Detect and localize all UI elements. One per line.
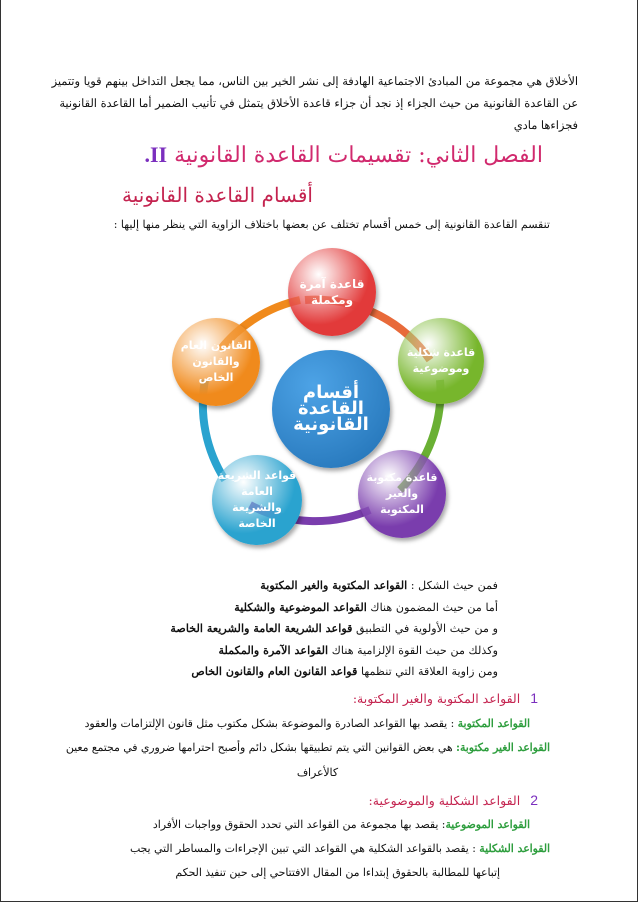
- node-general-special-law: قواعد الشريعة العامة والشريعة الخاصة: [212, 455, 302, 545]
- section2-def-1: القواعد الموضوعية: يقصد بها مجموعة من القواعد التي تحدد الحقوق وواجبات الأفراد: [152, 818, 530, 831]
- section1-def-1: القواعد المكتوبة : يقصد بها القواعد الصادرة والموضوعة بشكل مكتوب مثل قانون الإلتزامات والعقود: [84, 717, 530, 730]
- diagram-center: أقسام القاعدة القانونية: [272, 350, 390, 468]
- section2-heading: [369, 792, 538, 808]
- classification-lines: [28, 575, 498, 683]
- node-public-private-law: القانون العام والقانون الخاص: [172, 318, 260, 406]
- section1-title: القواعد المكتوبة والغير المكتوبة:: [352, 691, 521, 706]
- paragraph-line: الأخلاق هي مجموعة من المبادئ الاجتماعية الهادفة إلى نشر الخير بين الناس، مما يجعل التداخل بينهم قويا وتتميز: [51, 74, 578, 88]
- list-item: وكذلك من حيث القوة الإلزامية هناك القواعد الآمرة والمكملة: [218, 642, 498, 657]
- section-subtitle: أقسام القاعدة القانونية: [121, 183, 313, 207]
- list-item: و من حيث الأولوية في التطبيق قواعد الشريعة العامة والشريعة الخاصة: [170, 621, 498, 635]
- node-formal-substantive: قاعدة شكلية وموضوعية: [398, 318, 484, 404]
- paragraph-line: فجزاءها مادي: [513, 118, 578, 132]
- list-item: ومن زاوية العلاقة التي تنظمها قواعد القانون العام والقانون الخاص: [191, 664, 498, 678]
- node-mandatory-supplementary: قاعدة آمرة ومكملة: [288, 248, 376, 336]
- node-written-unwritten: قاعدة مكتوبة والغير المكتوبة: [358, 450, 446, 538]
- section2-tail: إتباعها للمطالبة بالحقوق إبتداءا من المقال الافتتاحي إلى حين تنفيذ الحكم: [175, 866, 500, 879]
- intro-line: تنقسم القاعدة القانونية إلى خمس أقسام تختلف عن بعضها باختلاف الزاوية التي ينظر منها إليها :: [113, 218, 550, 231]
- section1-number: 1: [530, 690, 538, 706]
- list-item: أما من حيث المضمون هناك القواعد الموضوعية والشكلية: [234, 599, 498, 614]
- list-item: فمن حيث الشكل : القواعد المكتوبة والغير المكتوبة: [260, 578, 498, 592]
- section1-heading: [353, 690, 538, 706]
- section2-def-2: القواعد الشكلية : يقصد بالقواعد الشكلية هي القواعد التي تبين الإجراءات والمساطر التي يجب: [129, 842, 550, 855]
- section1-tail: كالأعراف: [296, 766, 338, 779]
- section2-title: القواعد الشكلية والموضوعية:: [368, 793, 521, 808]
- chapter-title: الفصل الثاني: تقسيمات القاعدة القانونية: [174, 143, 543, 168]
- section1-def-2: القواعد الغير مكتوبة: هي بعض القوانين التي يتم تطبيقها بشكل دائم وأصبح احترامها ضروري في مجتمع معين: [65, 741, 550, 754]
- paragraph-line: عن القاعدة القانونية من حيث الجزاء إذ نجد أن جزاء قاعدة الأخلاق يتمثل في تأنيب الضمير أما القاعدة القانونية: [59, 96, 578, 110]
- chapter-number: II.: [144, 142, 168, 167]
- section2-number: 2: [530, 792, 538, 808]
